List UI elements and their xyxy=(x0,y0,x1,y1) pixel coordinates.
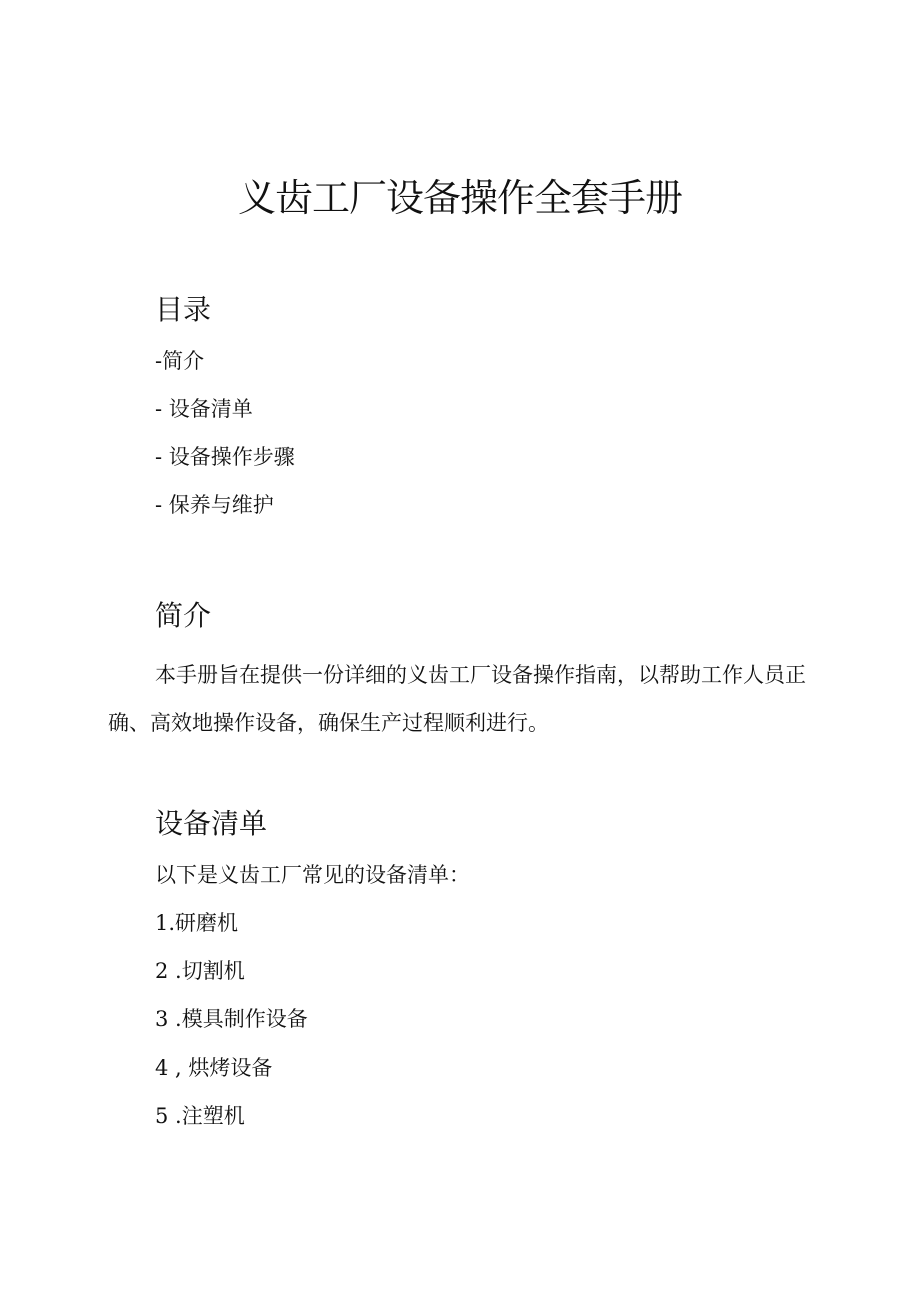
toc-item-equipment-list: - 设备清单 xyxy=(155,397,253,421)
equipment-item-cutter: 2 .切割机 xyxy=(155,959,245,983)
equipment-heading: 设备清单 xyxy=(155,807,268,840)
equipment-item-baking-equipment: 4 , 烘烤设备 xyxy=(155,1056,273,1080)
toc-item-maintenance: - 保养与维护 xyxy=(155,493,274,517)
intro-paragraph: 本手册旨在提供一份详细的义齿工厂设备操作指南，以帮助工作人员正确、高效地操作设备，确保生产过程顺利进行。 xyxy=(108,663,806,735)
toc-item-operation-steps: - 设备操作步骤 xyxy=(155,445,295,469)
intro-heading: 简介 xyxy=(155,599,212,632)
equipment-item-injection-molder: 5 .注塑机 xyxy=(155,1104,245,1128)
document-title: 义齿工厂设备操作全套手册 xyxy=(237,176,682,220)
toc-item-intro: -简介 xyxy=(155,349,205,373)
equipment-item-grinder: 1.研磨机 xyxy=(155,911,239,935)
toc-heading: 目录 xyxy=(155,293,212,326)
equipment-item-mold-equipment: 3 .模具制作设备 xyxy=(155,1007,308,1031)
equipment-lead: 以下是义齿工厂常见的设备清单： xyxy=(155,863,470,887)
